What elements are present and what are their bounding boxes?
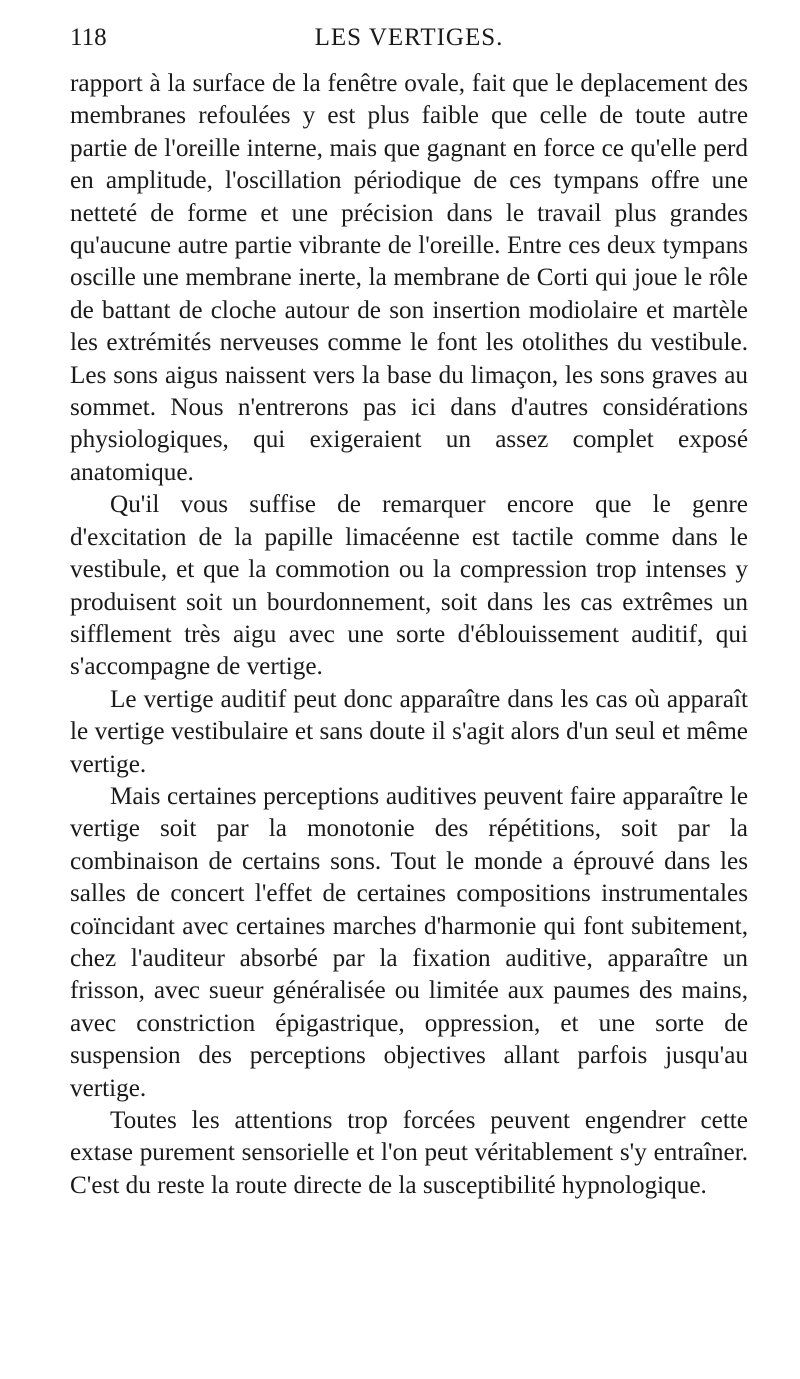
paragraph-continuation: rapport à la surface de la fenêtre ovale, fait que le deplacement des membranes refoulées y est plus faible que celle de toute autre partie de l'oreille interne, mais que gagnant en force ce qu'elle perd en amplitude, l'oscillation périodique de ces tympans offre une netteté de forme et une précision dans le travail plus grandes qu'aucune autre partie vibrante de l'oreille. Entre ces deux tympans oscille une membrane inerte, la membrane de Corti qui joue le rôle de battant de cloche autour de son insertion modiolaire et martèle les extrémités nerveuses comme le font les otolithes du vestibule. Les sons aigus naissent vers la base du limaçon, les sons graves au sommet. Nous n'entrerons pas ici dans d'autres considérations physiologiques, qui exigeraient un assez complet exposé anatomique. xyxy=(70,70,748,486)
page-number: 118 xyxy=(70,24,107,51)
paragraph: Le vertige auditif peut donc apparaître dans les cas où apparaît le vertige vestibulaire et sans doute il s'agit alors d'un seul et même vertige. xyxy=(70,685,748,778)
body-text xyxy=(70,68,748,1202)
running-title: LES VERTIGES. xyxy=(314,24,504,51)
page-header xyxy=(70,18,748,58)
paragraph: Toutes les attentions trop forcées peuvent engendrer cette extase purement sensorielle et l'on peut véritablement s'y entraîner. C'est du reste la route directe de la susceptibilité hypnologique. xyxy=(70,1107,748,1199)
paragraph: Mais certaines perceptions auditives peuvent faire apparaître le vertige soit par la monotonie des répétitions, soit par la combinaison de certains sons. Tout le monde a éprouvé dans les salles de concert l'effet de certaines compositions instrumentales coïncidant avec certaines marches d'harmonie qui font subitement, chez l'auditeur absorbé par la fixation auditive, apparaître un frisson, avec sueur généralisée ou limitée aux paumes des mains, avec constriction épigastrique, oppression, et une sorte de suspension des perceptions objectives allant parfois jusqu'au vertige. xyxy=(70,782,748,1102)
paragraph: Qu'il vous suffise de remarquer encore que le genre d'excitation de la papille limacéenne est tactile comme dans le vestibule, et que la commotion ou la compression trop intenses y produisent soit un bourdonnement, soit dans les cas extrêmes un sifflement très aigu avec une sorte d'éblouissement auditif, qui s'accompagne de vertige. xyxy=(70,491,748,681)
